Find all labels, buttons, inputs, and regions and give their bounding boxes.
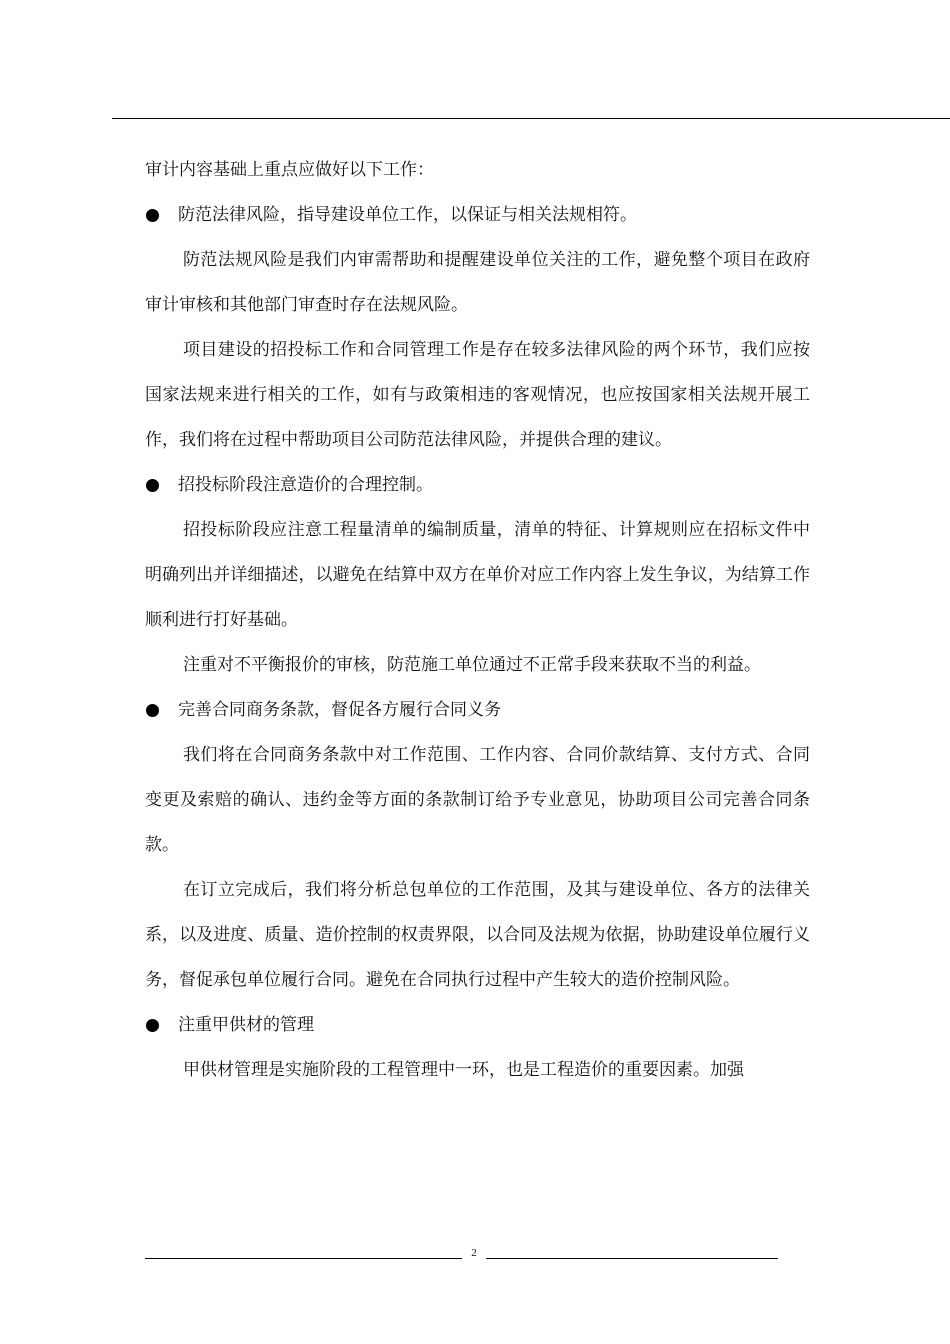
bullet-text: 注重甲供材的管理 bbox=[178, 1015, 314, 1035]
bullet-dot-icon bbox=[146, 1019, 159, 1032]
paragraph: 注重对不平衡报价的审核，防范施工单位通过不正常手段来获取不当的利益。 bbox=[183, 655, 761, 675]
bullet-item bbox=[145, 193, 810, 238]
document-body bbox=[145, 148, 810, 1093]
paragraph: 招投标阶段应注意工程量清单的编制质量，清单的特征、计算规则应在招标文件中明确列出并详细描述，以避免在结算中双方在单价对应工作内容上发生争议，为结算工作顺利进行打好基础。 bbox=[145, 520, 810, 630]
page-number: 2 bbox=[462, 1247, 486, 1259]
header-rule bbox=[112, 118, 950, 119]
paragraph: 审计内容基础上重点应做好以下工作： bbox=[145, 160, 434, 180]
bullet-dot-icon bbox=[146, 704, 159, 717]
paragraph: 在订立完成后，我们将分析总包单位的工作范围，及其与建设单位、各方的法律关系，以及进度、质量、造价控制的权责界限，以合同及法规为依据，协助建设单位履行义务，督促承包单位履行合同。避免在合同执行过程中产生较大的造价控制风险。 bbox=[145, 880, 810, 990]
bullet-item bbox=[145, 463, 810, 508]
bullet-dot-icon bbox=[146, 209, 159, 222]
paragraph: 防范法规风险是我们内审需帮助和提醒建设单位关注的工作，避免整个项目在政府审计审核和其他部门审查时存在法规风险。 bbox=[145, 250, 810, 315]
paragraph: 项目建设的招投标工作和合同管理工作是存在较多法律风险的两个环节，我们应按国家法规来进行相关的工作，如有与政策相违的客观情况，也应按国家相关法规开展工作，我们将在过程中帮助项目公司防范法律风险，并提供合理的建议。 bbox=[145, 340, 810, 450]
bullet-text: 防范法律风险，指导建设单位工作，以保证与相关法规相符。 bbox=[178, 205, 637, 225]
bullet-item bbox=[145, 688, 810, 733]
paragraph: 甲供材管理是实施阶段的工程管理中一环，也是工程造价的重要因素。加强 bbox=[183, 1060, 744, 1080]
paragraph: 我们将在合同商务条款中对工作范围、工作内容、合同价款结算、支付方式、合同变更及索赔的确认、违约金等方面的条款制订给予专业意见，协助项目公司完善合同条款。 bbox=[145, 745, 810, 855]
bullet-dot-icon bbox=[146, 479, 159, 492]
bullet-text: 招投标阶段注意造价的合理控制。 bbox=[178, 475, 433, 495]
bullet-item bbox=[145, 1003, 810, 1048]
bullet-text: 完善合同商务条款，督促各方履行合同义务 bbox=[178, 700, 501, 720]
